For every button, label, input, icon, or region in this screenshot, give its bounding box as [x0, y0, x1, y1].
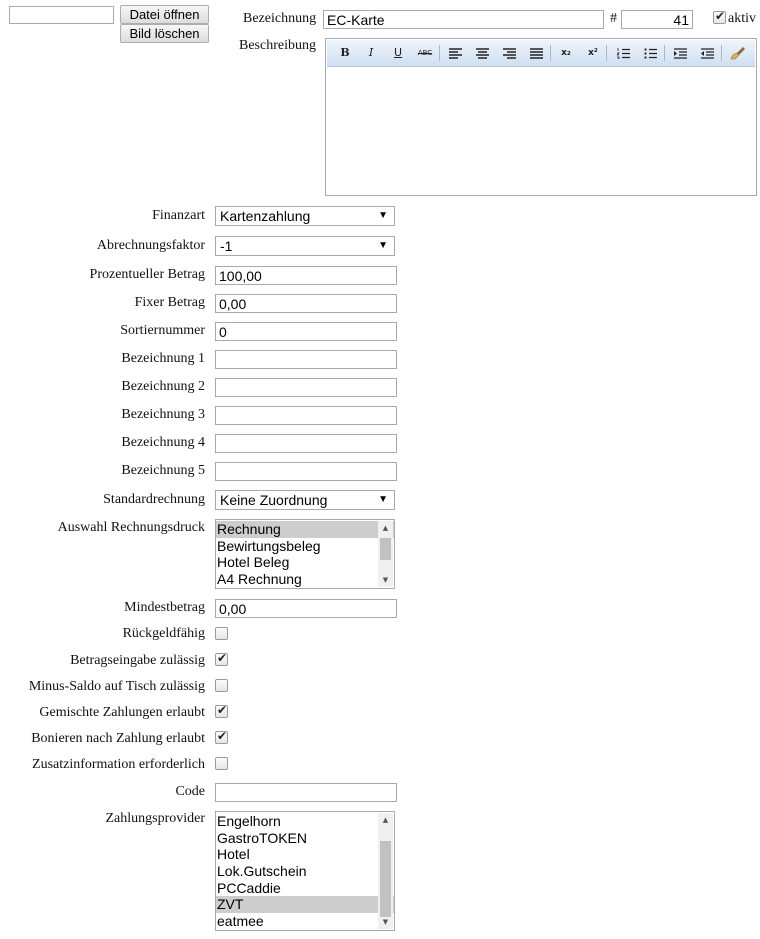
zahlungsprovider-option[interactable]: GastroTOKEN: [217, 829, 307, 846]
open-file-button[interactable]: Datei öffnen: [120, 5, 209, 24]
standardrechnung-select[interactable]: [215, 490, 395, 510]
scrollbar-thumb[interactable]: [380, 538, 391, 560]
scroll-up-arrow-icon[interactable]: ▲: [382, 524, 389, 532]
rechnungsdruck-option[interactable]: Hotel Beleg: [217, 554, 290, 571]
minus-saldo-label: Minus-Saldo auf Tisch zulässig: [28, 679, 205, 694]
gemischte-checkbox[interactable]: [215, 705, 228, 718]
minus-saldo-checkbox[interactable]: [215, 679, 228, 692]
align-right-icon[interactable]: [499, 44, 519, 62]
zahlungsprovider-listbox[interactable]: [215, 811, 395, 931]
scroll-down-arrow-icon[interactable]: ▼: [382, 576, 389, 584]
prozentueller-betrag-label: Prozentueller Betrag: [89, 267, 205, 282]
align-center-icon[interactable]: [472, 44, 492, 62]
underline-icon[interactable]: U: [393, 46, 403, 59]
zusatzinfo-label: Zusatzinformation erforderlich: [32, 757, 205, 772]
rechnungsdruck-option[interactable]: Bewirtungsbeleg: [217, 537, 321, 554]
abrechnungsfaktor-select-value: -1: [220, 238, 233, 254]
align-justify-icon[interactable]: [526, 44, 546, 62]
bezeichnung-input[interactable]: [323, 10, 604, 29]
toolbar-separator: [664, 45, 665, 61]
ordered-list-icon[interactable]: [613, 44, 633, 62]
bezeichnung3-input[interactable]: [215, 406, 397, 425]
bezeichnung2-label: Bezeichnung 2: [121, 379, 205, 394]
zahlungsprovider-option[interactable]: Lok.Gutschein: [217, 863, 307, 880]
abrechnungsfaktor-select[interactable]: [215, 236, 395, 256]
bezeichnung4-label: Bezeichnung 4: [121, 435, 205, 450]
bezeichnung1-label: Bezeichnung 1: [121, 351, 205, 366]
indent-icon[interactable]: [670, 44, 690, 62]
rechnungsdruck-listbox[interactable]: [215, 519, 395, 589]
zusatzinfo-checkbox[interactable]: [215, 757, 228, 770]
zahlungsprovider-label: Zahlungsprovider: [105, 811, 205, 826]
toolbar-separator: [606, 45, 607, 61]
dropdown-arrow-icon: ▼: [378, 494, 388, 505]
code-input[interactable]: [215, 783, 397, 802]
bezeichnung5-input[interactable]: [215, 462, 397, 481]
zahlungsprovider-option[interactable]: PCCaddie: [217, 879, 281, 896]
sortiernummer-input[interactable]: [215, 322, 397, 341]
scrollbar-thumb[interactable]: [380, 841, 391, 917]
bonieren-checkbox[interactable]: [215, 731, 228, 744]
description-editor[interactable]: [325, 38, 757, 196]
number-input[interactable]: [621, 10, 693, 29]
toolbar-separator: [721, 45, 722, 61]
rechnungsdruck-option[interactable]: A4 Rechnung: [217, 571, 302, 588]
bezeichnung3-label: Bezeichnung 3: [121, 407, 205, 422]
beschreibung-label: Beschreibung: [239, 38, 316, 53]
unordered-list-icon[interactable]: [640, 44, 660, 62]
betragseingabe-checkbox[interactable]: [215, 653, 228, 666]
clear-formatting-icon[interactable]: [728, 44, 748, 62]
standardrechnung-label: Standardrechnung: [103, 492, 205, 507]
aktiv-label: aktiv: [728, 11, 756, 26]
scroll-up-arrow-icon[interactable]: ▲: [382, 816, 389, 824]
toolbar-separator: [439, 45, 440, 61]
prozentueller-betrag-input[interactable]: [215, 266, 397, 285]
bonieren-label: Bonieren nach Zahlung erlaubt: [31, 731, 205, 746]
zahlungsprovider-option[interactable]: eatmee: [217, 913, 264, 930]
fixer-betrag-label: Fixer Betrag: [134, 295, 205, 310]
code-label: Code: [175, 784, 205, 799]
bezeichnung1-input[interactable]: [215, 350, 397, 369]
rechnungsdruck-label: Auswahl Rechnungsdruck: [57, 520, 205, 535]
aktiv-checkbox[interactable]: [713, 11, 726, 24]
editor-toolbar: [327, 40, 755, 67]
fixer-betrag-input[interactable]: [215, 294, 397, 313]
bezeichnung2-input[interactable]: [215, 378, 397, 397]
zahlungsprovider-scrollbar[interactable]: [378, 813, 393, 929]
finanzart-select-value: Kartenzahlung: [220, 208, 311, 224]
subscript-icon[interactable]: x₂: [561, 48, 571, 58]
sortiernummer-label: Sortiernummer: [120, 323, 205, 338]
align-left-icon[interactable]: [445, 44, 465, 62]
zahlungsprovider-option[interactable]: ZVT: [216, 896, 394, 913]
hash-label: #: [610, 11, 617, 26]
mindestbetrag-label: Mindestbetrag: [124, 600, 205, 615]
file-path-input[interactable]: [9, 6, 114, 24]
italic-icon[interactable]: I: [368, 46, 374, 59]
betragseingabe-label: Betragseingabe zulässig: [70, 653, 205, 668]
finanzart-select[interactable]: [215, 206, 395, 226]
zahlungsprovider-option[interactable]: Engelhorn: [217, 813, 281, 829]
rueckgeld-checkbox[interactable]: [215, 627, 228, 640]
strikethrough-icon[interactable]: ABC: [417, 49, 433, 57]
mindestbetrag-input[interactable]: [215, 599, 397, 618]
bold-icon[interactable]: B: [340, 46, 350, 59]
editor-content-area[interactable]: [328, 68, 754, 193]
toolbar-separator: [550, 45, 551, 61]
gemischte-label: Gemischte Zahlungen erlaubt: [39, 705, 205, 720]
rechnungsdruck-scrollbar[interactable]: [378, 521, 393, 587]
bezeichnung4-input[interactable]: [215, 434, 397, 453]
scroll-down-arrow-icon[interactable]: ▼: [382, 918, 389, 926]
abrechnungsfaktor-label: Abrechnungsfaktor: [96, 238, 205, 253]
outdent-icon[interactable]: [697, 44, 717, 62]
delete-image-button[interactable]: Bild löschen: [120, 24, 209, 43]
bezeichnung-label: Bezeichnung: [243, 11, 317, 26]
standardrechnung-select-value: Keine Zuordnung: [220, 492, 328, 508]
rueckgeld-label: Rückgeldfähig: [122, 626, 205, 641]
rechnungsdruck-option[interactable]: Rechnung: [216, 521, 394, 538]
dropdown-arrow-icon: ▼: [378, 210, 388, 221]
bezeichnung5-label: Bezeichnung 5: [121, 463, 205, 478]
finanzart-label: Finanzart: [152, 208, 205, 223]
superscript-icon[interactable]: x²: [588, 48, 598, 58]
dropdown-arrow-icon: ▼: [378, 240, 388, 251]
zahlungsprovider-option[interactable]: Hotel: [217, 846, 250, 863]
